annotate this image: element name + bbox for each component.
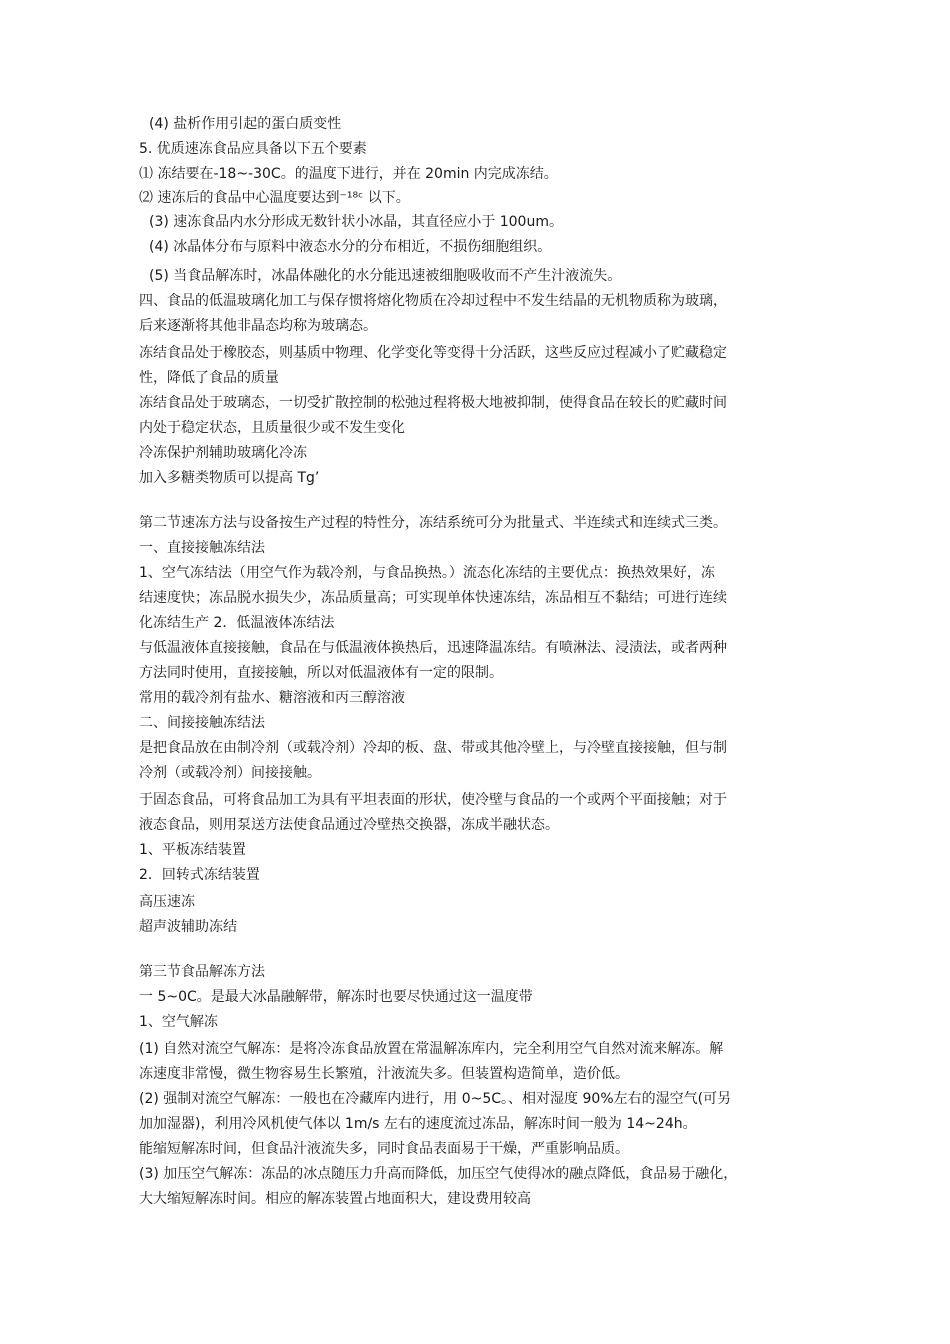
text-line: 内处于稳定状态，且质量很少或不发生变化: [139, 420, 405, 436]
text-line: (5) 当食品解冻时，冰晶体融化的水分能迅速被细胞吸收而不产生汁液流失。: [149, 268, 622, 284]
text-line: 1、平板冻结装置: [139, 842, 246, 858]
text-line: 加加湿器)，利用冷风机使气体以 1m/s 左右的速度流过冻品，解冻时间一般为 14~24h。: [139, 1116, 697, 1132]
text-line: 5. 优质速冻食品应具备以下五个要素: [139, 141, 367, 157]
text-line: 性，降低了食品的质量: [139, 370, 279, 386]
text-line: 大大缩短解冻时间。相应的解冻装置占地面积大，建设费用较高: [139, 1191, 531, 1207]
text-line: (3) 速冻食品内水分形成无数针状小冰晶，其直径应小于 100um。: [149, 214, 563, 230]
text-line: 2．回转式冻结装置: [139, 867, 260, 883]
text-line: 冻速度非常慢，微生物容易生长繁殖，汁液流失多。但装置构造简单，造价低。: [139, 1066, 629, 1082]
text-line: 冻结食品处于橡胶态，则基质中物理、化学变化等变得十分活跃，这些反应过程减小了贮藏稳定: [139, 345, 727, 361]
text-line: 能缩短解冻时间，但食品汁液流失多，同时食品表面易于干燥，严重影响品质。: [139, 1141, 629, 1157]
text-line: 化冻结生产 2．低温液体冻结法: [139, 615, 335, 631]
document-page: [139, 112, 819, 1212]
text-line: 二、间接接触冻结法: [139, 715, 265, 731]
section-heading: 第二节速冻方法与设备按生产过程的特性分，冻结系统可分为批量式、半连续式和连续式三类。: [139, 515, 727, 531]
text-line: ⑴ 冻结要在-18~-30C。的温度下进行，并在 20min 内完成冻结。: [139, 166, 558, 182]
text-line: 一 5~0C。是最大冰晶融解带，解冻时也要尽快通过这一温度带: [139, 989, 533, 1005]
text-line: 结速度快；冻品脱水损失少，冻品质量高；可实现单体快速冻结，冻品相互不黏结；可进行连续: [139, 590, 727, 606]
text-line: 于固态食品，可将食品加工为具有平坦表面的形状，使冷壁与食品的一个或两个平面接触；对于: [139, 792, 727, 808]
text-line: (1) 自然对流空气解冻：是将冷冻食品放置在常温解冻库内，完全利用空气自然对流来解冻。解: [139, 1041, 724, 1057]
text-line: (2) 强制对流空气解冻：一般也在冷藏库内进行，用 0~5C。、相对湿度 90%左右的湿空气(可另: [139, 1091, 732, 1107]
text-line: 液态食品，则用泵送方法使食品通过冷壁热交换器，冻成半融状态。: [139, 817, 559, 833]
text-line: 方法同时使用，直接接触，所以对低温液体有一定的限制。: [139, 665, 503, 681]
text-line: 1、空气解冻: [139, 1014, 218, 1030]
text-line: ⑵ 速冻后的食品中心温度要达到⁻¹⁸ᶜ 以下。: [139, 190, 410, 206]
text-line: 冷冻保护剂辅助玻璃化冷冻: [139, 445, 307, 461]
section-heading: 第三节食品解冻方法: [139, 964, 265, 980]
text-line: (3) 加压空气解冻：冻品的冰点随压力升高而降低，加压空气使得冰的融点降低，食品易于融化，: [139, 1166, 738, 1182]
text-line: 后来逐渐将其他非晶态均称为玻璃态。: [139, 318, 377, 334]
text-line: 1、空气冻结法（用空气作为载冷剂，与食品换热。）流态化冻结的主要优点：换热效果好，冻: [139, 565, 715, 581]
paragraph-gap: [139, 491, 819, 511]
text-line: 四、食品的低温玻璃化加工与保存惯将熔化物质在冷却过程中不发生结晶的无机物质称为玻璃，: [139, 293, 727, 309]
text-line: (4) 冰晶体分布与原料中液态水分的分布相近，不损伤细胞组织。: [149, 239, 552, 255]
text-line: 一、直接接触冻结法: [139, 540, 265, 556]
text-line: (4) 盐析作用引起的蛋白质变性: [149, 116, 342, 132]
text-line: 是把食品放在由制冷剂（或载冷剂）冷却的板、盘、带或其他冷壁上，与冷壁直接接触，但与制: [139, 740, 727, 756]
text-line: 冻结食品处于玻璃态，一切受扩散控制的松弛过程将极大地被抑制，使得食品在较长的贮藏时间: [139, 395, 727, 411]
text-line: 高压速冻: [139, 894, 195, 910]
text-line: 常用的载冷剂有盐水、糖溶液和丙三醇溶液: [139, 690, 405, 706]
text-line: 与低温液体直接接触，食品在与低温液体换热后，迅速降温冻结。有喷淋法、浸渍法，或者两种: [139, 640, 727, 656]
paragraph-gap: [139, 940, 819, 960]
text-line: 加入多糖类物质可以提高 Tg’: [139, 470, 320, 486]
text-line: 冷剂（或载冷剂）间接接触。: [139, 765, 321, 781]
text-line: 超声波辅助冻结: [139, 919, 237, 935]
